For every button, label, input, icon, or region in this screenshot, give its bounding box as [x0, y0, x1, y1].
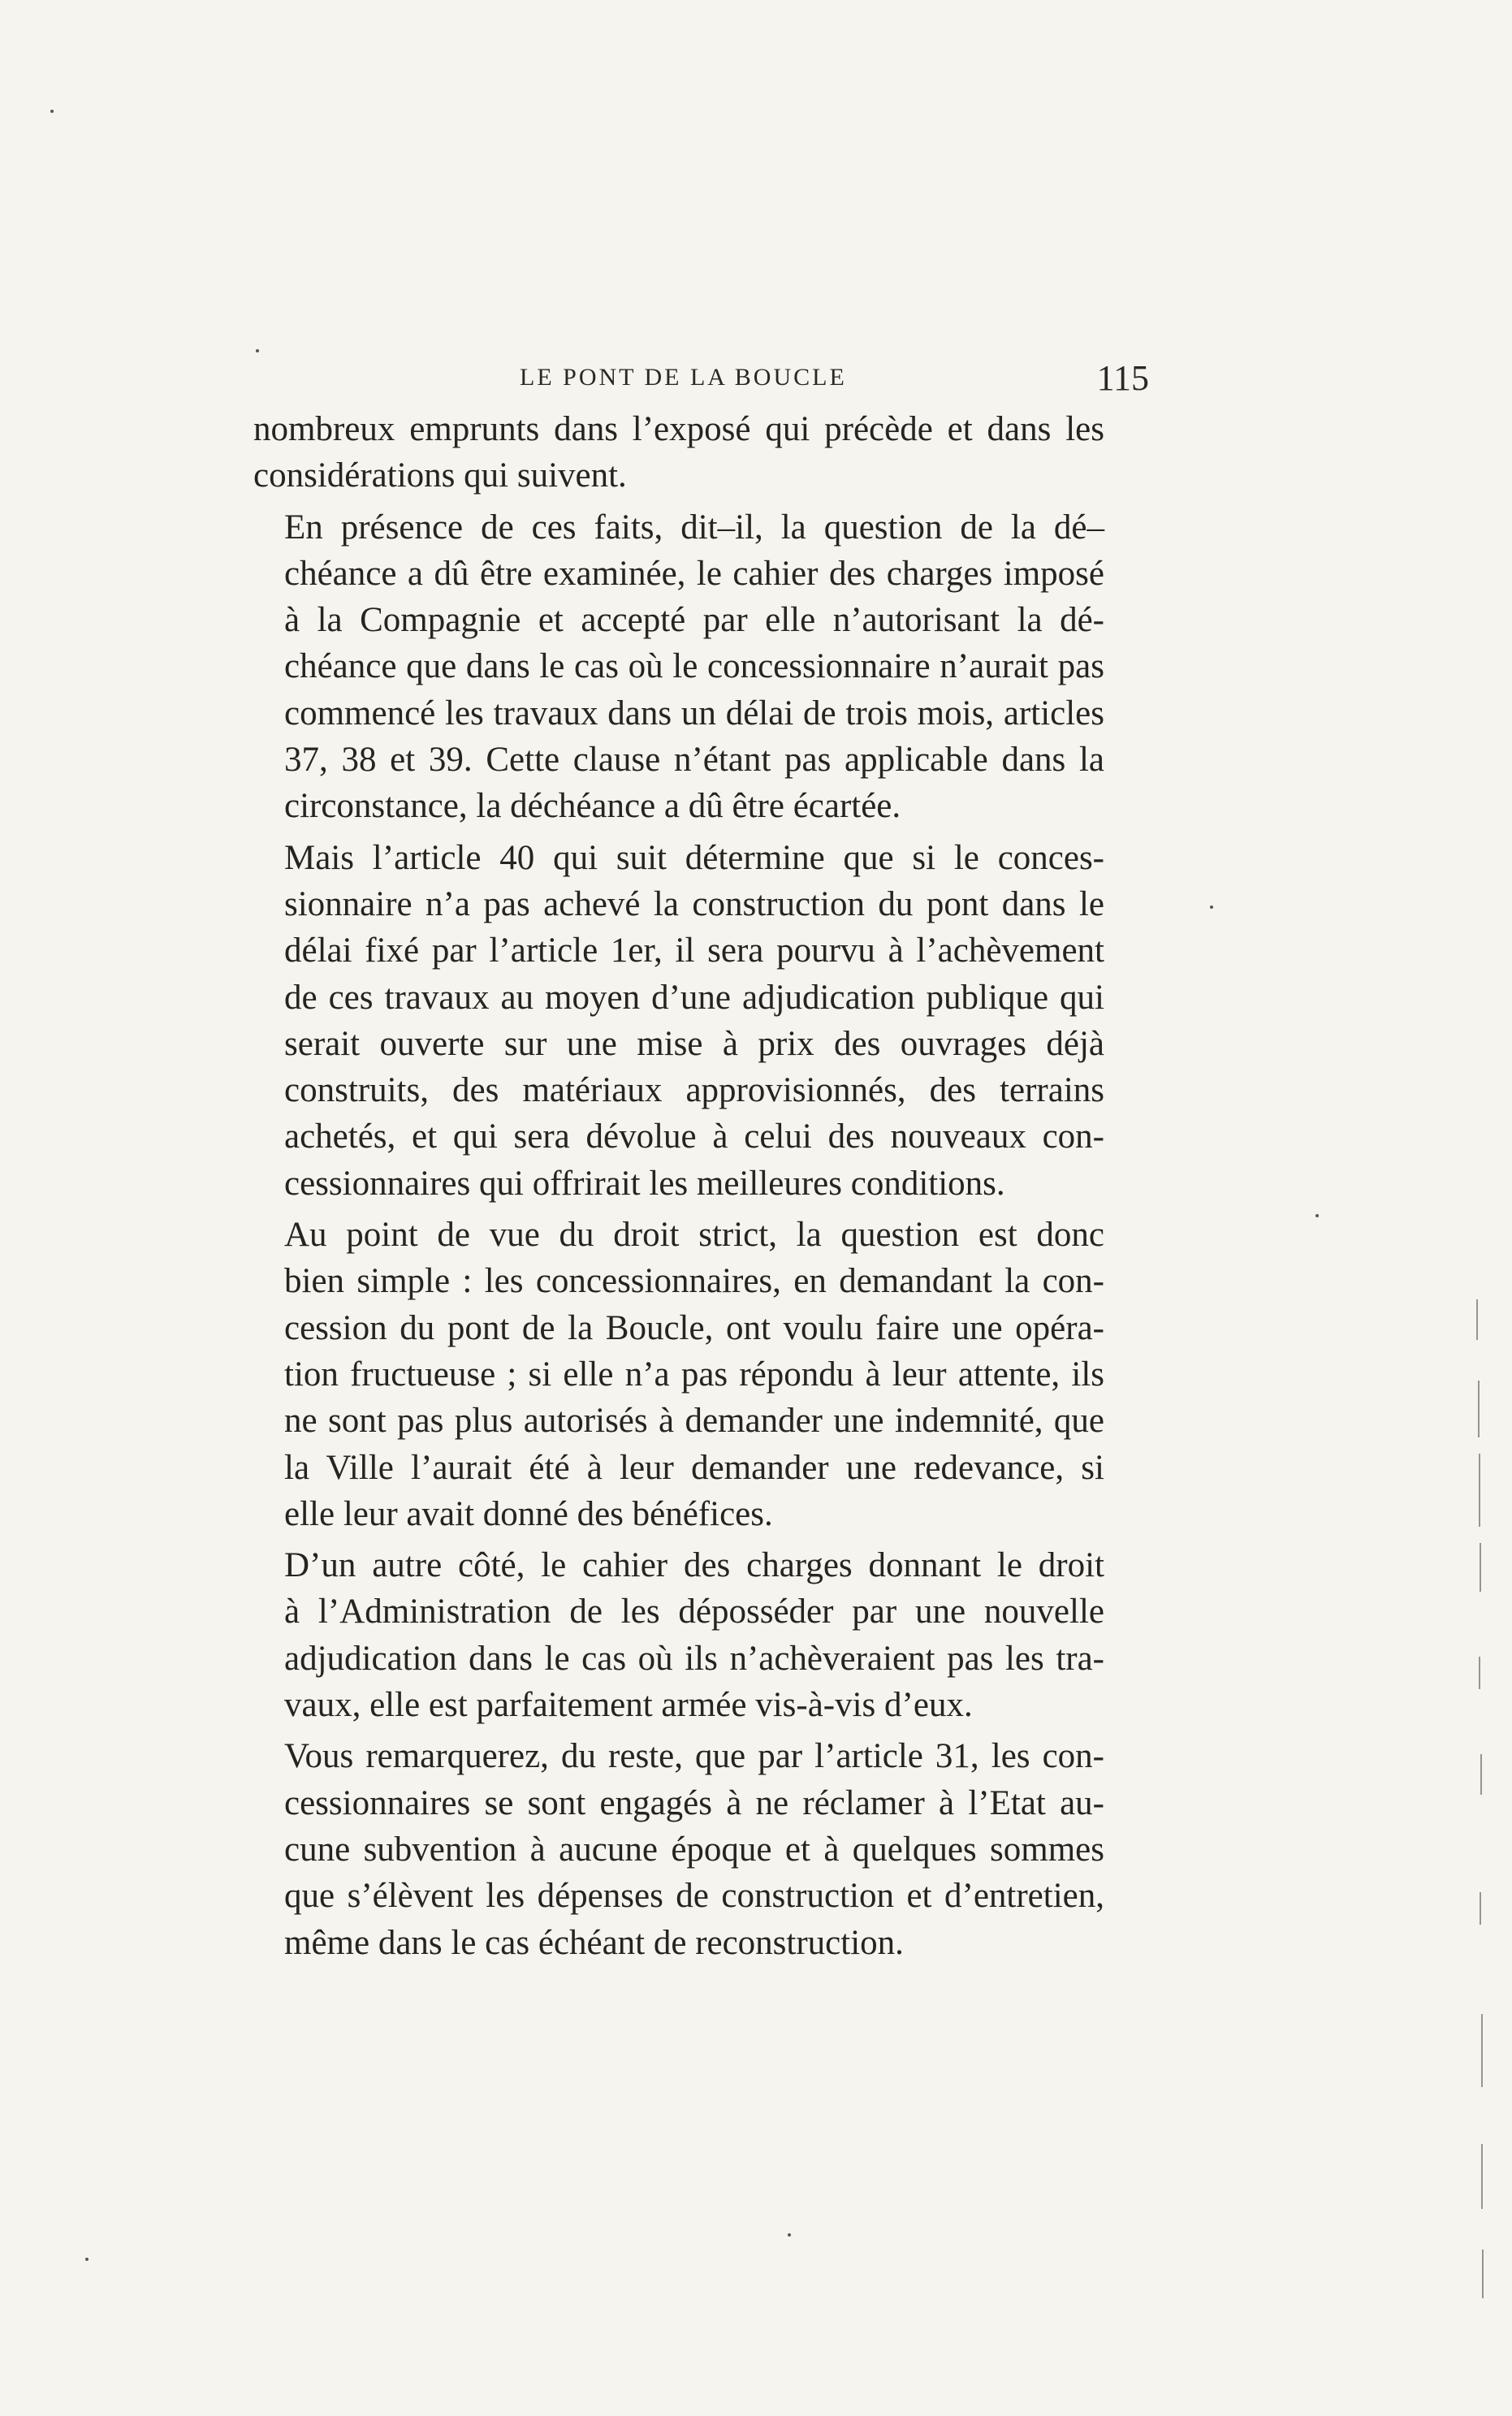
text-line: achetés, et qui sera dévolue à celui des nouveaux con-: [284, 1117, 1104, 1156]
text-line: construits, des matériaux approvisionnés, des terrains: [284, 1071, 1104, 1110]
text-line: cessionnaires qui offrirait les meilleures conditions.: [284, 1164, 1005, 1203]
paragraph-5: [244, 1542, 1104, 1728]
text-line: Vous remarquerez, du reste, que par l’article 31, les con-: [284, 1737, 1104, 1776]
text-line: ne sont pas plus autorisés à demander une indemnité, que: [284, 1402, 1104, 1441]
scan-speck: [85, 2258, 89, 2261]
scan-mark: [1480, 1543, 1481, 1592]
paragraph-2: [244, 504, 1104, 830]
text-line: serait ouverte sur une mise à prix des ouvrages déjà: [284, 1024, 1104, 1063]
scan-speck: [50, 110, 54, 113]
text-line: la Ville l’aurait été à leur demander une redevance, si: [284, 1448, 1104, 1487]
scan-speck: [1210, 905, 1213, 909]
text-line: vaux, elle est parfaitement armée vis-à-vis d’eux.: [284, 1686, 973, 1725]
paragraph-3: [244, 835, 1104, 1207]
body-text: [244, 406, 1104, 1971]
scan-mark: [1480, 1754, 1482, 1795]
text-line: que s’élèvent les dépenses de construction et d’entretien,: [284, 1877, 1104, 1916]
text-line: commencé les travaux dans un délai de trois mois, articles: [284, 694, 1104, 733]
text-line: En présence de ces faits, dit–il, la question de la dé–: [284, 508, 1104, 547]
text-line: cession du pont de la Boucle, ont voulu faire une opéra-: [284, 1308, 1104, 1347]
paragraph-6: [244, 1733, 1104, 1965]
text-line: D’un autre côté, le cahier des charges donnant le droit: [284, 1546, 1104, 1585]
scan-speck: [256, 349, 259, 352]
text-line: chéance que dans le cas où le concessionnaire n’aurait pas: [284, 647, 1104, 686]
page-number: 115: [1096, 358, 1149, 398]
scan-mark: [1479, 1454, 1480, 1527]
scan-mark: [1478, 1381, 1480, 1437]
text-line: de ces travaux au moyen d’une adjudication publique qui: [284, 978, 1104, 1017]
scan-mark: [1482, 2250, 1484, 2298]
scan-mark: [1481, 2014, 1483, 2087]
text-line: à l’Administration de les déposséder par une nouvelle: [284, 1593, 1104, 1632]
text-line: cune subvention à aucune époque et à quelques sommes: [284, 1830, 1104, 1869]
scan-mark: [1479, 1657, 1480, 1689]
text-line: cessionnaires se sont engagés à ne réclamer à l’Etat au-: [284, 1783, 1104, 1822]
text-line: à la Compagnie et accepté par elle n’autorisant la dé-: [284, 601, 1104, 640]
paragraph-1: [244, 406, 1104, 499]
text-line: elle leur avait donné des bénéfices.: [284, 1494, 773, 1533]
scan-mark: [1480, 1892, 1481, 1925]
text-line: 37, 38 et 39. Cette clause n’étant pas applicable dans la: [284, 741, 1104, 780]
running-title: LE PONT DE LA BOUCLE: [520, 364, 847, 391]
paragraph-4: [244, 1212, 1104, 1537]
running-head: [248, 357, 1149, 406]
scan-mark: [1481, 2144, 1483, 2209]
scan-speck: [1315, 1214, 1319, 1217]
text-line: même dans le cas échéant de reconstruction.: [284, 1923, 904, 1962]
text-line: Mais l’article 40 qui suit détermine que si le conces-: [284, 838, 1104, 877]
text-line: bien simple : les concessionnaires, en demandant la con-: [284, 1262, 1104, 1301]
text-line: circonstance, la déchéance a dû être écartée.: [284, 787, 901, 826]
text-line: considérations qui suivent.: [253, 456, 627, 495]
text-line: sionnaire n’a pas achevé la construction du pont dans le: [284, 884, 1104, 923]
text-line: adjudication dans le cas où ils n’achèveraient pas les tra-: [284, 1639, 1104, 1678]
text-line: délai fixé par l’article 1er, il sera pourvu à l’achèvement: [284, 931, 1104, 970]
scan-speck: [788, 2233, 791, 2237]
text-line: chéance a dû être examinée, le cahier des charges imposé: [284, 554, 1104, 593]
text-line: tion fructueuse ; si elle n’a pas répondu à leur attente, ils: [284, 1355, 1104, 1394]
scan-mark: [1476, 1299, 1478, 1340]
text-line: Au point de vue du droit strict, la question est donc: [284, 1216, 1104, 1255]
text-line: nombreux emprunts dans l’exposé qui précède et dans les: [253, 410, 1104, 448]
